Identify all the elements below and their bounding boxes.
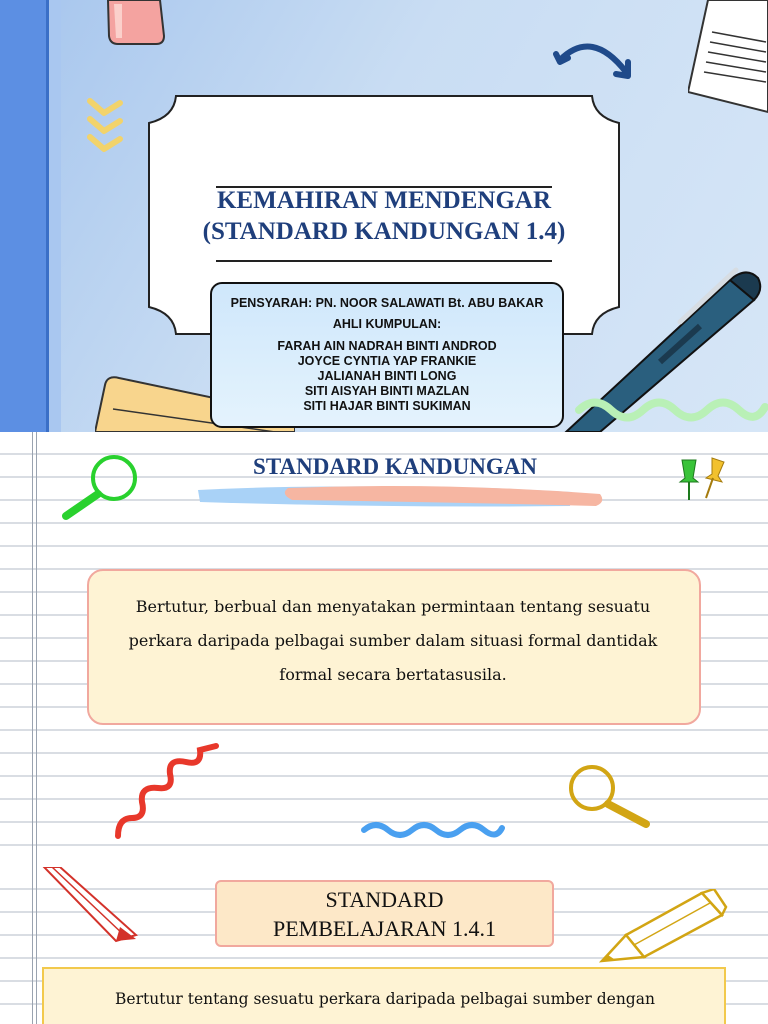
standard-kandungan-slide (0, 432, 768, 867)
margin-line (32, 867, 33, 1024)
member-item: FARAH AIN NADRAH BINTI ANDROD (277, 339, 497, 353)
members-list (212, 339, 562, 414)
group-info-box (210, 282, 564, 428)
notebook-binding (0, 0, 49, 432)
standard-pembelajaran-slide (0, 867, 768, 1024)
pencil-icon (40, 867, 140, 945)
magnifier-icon (58, 452, 144, 524)
eraser-icon (100, 0, 170, 50)
squiggle-icon (112, 740, 224, 842)
sub-heading-line-1: STANDARD (325, 887, 444, 912)
notebook-binding-edge (49, 0, 61, 432)
pencil-icon (598, 889, 728, 965)
content-text: Bertutur, berbual dan menyatakan permintaan tentang sesuatu perkara daripada pelbagai sumber dalam situasi formal dantidak formal secara bertatasusila. (128, 597, 658, 684)
title-line-1: KEMAHIRAN MENDENGAR (216, 187, 552, 214)
lecturer-text: PENSYARAH: PN. NOOR SALAWATI Bt. ABU BAKAR (230, 296, 544, 310)
member-item: SITI HAJAR BINTI SUKIMAN (303, 399, 471, 413)
page-title (150, 185, 618, 247)
content-text: Bertutur tentang sesuatu perkara daripada pelbagai sumber dengan (115, 990, 655, 1008)
squiggle-icon (360, 818, 506, 840)
title-rule-bottom (216, 260, 552, 262)
curved-arrow-icon (552, 32, 636, 90)
title-line-2: (STANDARD KANDUNGAN 1.4) (202, 218, 566, 245)
sub-heading-box (215, 880, 554, 947)
margin-line (36, 432, 37, 867)
magnifier-icon (564, 762, 656, 834)
squiggle-icon (575, 395, 768, 425)
margin-line (32, 432, 33, 867)
highlight-stroke (192, 480, 612, 514)
member-item: SITI AISYAH BINTI MAZLAN (304, 384, 470, 398)
document-paper-icon (688, 0, 768, 115)
pushpin-icon (676, 456, 730, 504)
margin-line (36, 867, 37, 1024)
member-item: JALIANAH BINTI LONG (317, 369, 457, 383)
sub-heading-line-2: PEMBELAJARAN 1.4.1 (272, 916, 497, 941)
section-heading: STANDARD KANDUNGAN (253, 454, 537, 479)
members-label: AHLI KUMPULAN: (332, 317, 442, 331)
chevron-arrows-icon (84, 95, 132, 165)
member-item: JOYCE CYNTIA YAP FRANKIE (297, 354, 477, 368)
title-slide (0, 0, 768, 432)
